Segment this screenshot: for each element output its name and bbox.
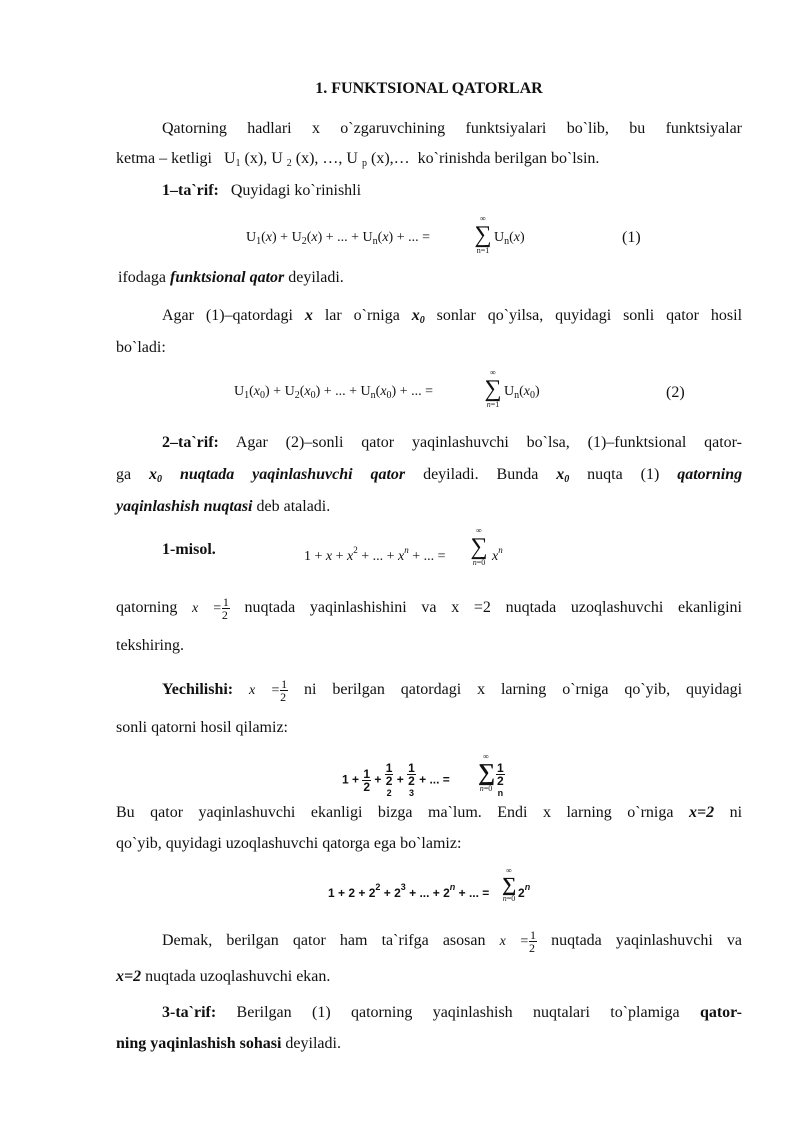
definition-3-line-2	[116, 1034, 341, 1054]
sum-sign: ∞ ∑ n=1	[484, 368, 502, 409]
sum-sign: ∞ ∑ n=0	[470, 526, 488, 567]
text-segment: ketma – ketligi	[116, 150, 212, 167]
solution-line-3: Bu qator yaqinlashuvchi ekanligi bizga ma`lum. Endi x larning o`rniga x=2 ni	[116, 804, 743, 821]
definition-label: 1–ta`rif:	[162, 182, 219, 199]
definition-2-line-3	[116, 497, 330, 517]
definition-1-line	[162, 181, 361, 201]
solution-line-5: Demak, berilgan qator ham ta`rifga asosan x = $\frac{1}{2}$ nuqtada yaqinlashuvchi va	[162, 928, 743, 955]
example-line-1: qatorning x = $\frac{1}{2}$ nuqtada yaqinlashishini va x =2 nuqtada uzoqlashuvchi ekanligini	[116, 595, 743, 622]
solution-line-2: sonli qatorni hosil qilamiz:	[116, 719, 288, 736]
text-segment: ko`rinishda berilgan bo`lsin.	[417, 150, 600, 167]
term-convergence-point: yaqinlashish nuqtasi	[116, 498, 253, 515]
text-segment: x=2	[116, 968, 142, 985]
equation-number-1: (1)	[622, 229, 641, 246]
definition-3-line-1: 3-ta`rif: Berilgan (1) qatorning yaqinlashish nuqtalari to`plamiga qator-	[162, 1004, 742, 1021]
function-sequence: $U_1$ (x), U $_2$ (x), …, U $_p$ (x),…	[223, 150, 410, 169]
text-segment: deyiladi.	[285, 1035, 341, 1052]
example-line-2: tekshiring.	[116, 637, 184, 654]
solution-formula-2: $1 + 2 + 2^2 + 2^3$ + ... + $2^n$ + ... =	[328, 882, 490, 900]
paragraph-2-line-1: Agar (1)–qatordagi x lar o`rniga $x_0$ sonlar qo`yilsa, quyidagi sonli qator hosil	[162, 307, 743, 326]
formula-1: $U_1(x) + U_2(x)$ + ... + $U_n(x)$ + ... =	[246, 230, 430, 247]
example-formula-term: $x^n$	[492, 545, 503, 564]
solution-line-6	[116, 967, 330, 987]
solution-line-4: qo`yib, quyidagi uzoqlashuvchi qatorga ega bo`lamiz:	[116, 835, 462, 852]
solution-formula-1-term: 1 2 n	[497, 761, 504, 798]
term-functional-series: funktsional qator	[169, 269, 285, 286]
paragraph-2-line-2: bo`ladi:	[116, 339, 166, 356]
sum-sign: ∞ ∑ n=1	[474, 214, 492, 255]
sum-sign: ∞ ∑ n=0	[502, 866, 517, 903]
example-label: 1-misol.	[162, 541, 216, 558]
text-segment: Quyidagi ko`rinishli	[230, 182, 362, 199]
formula-1-term: $U_n(x)$	[494, 230, 525, 247]
definition-1-after	[118, 268, 344, 288]
term-convergence-domain: ning yaqinlashish sohasi	[116, 1035, 282, 1052]
solution-formula-2-term: 2$^n$	[518, 882, 531, 900]
text-segment: deyiladi.	[288, 269, 344, 286]
text-segment: nuqtada uzoqlashuvchi ekan.	[145, 968, 331, 985]
sum-sign: ∞ ∑ n=0	[478, 752, 496, 793]
solution-formula-1: 1 + $\frac{1}{2}$ + 1 2 2 + 1 2 3 + ... =	[342, 761, 450, 798]
example-formula: $1 + x + x^2$ + ... + $x^n$ + ... =	[304, 545, 446, 564]
paragraph-1-line-1: Qatorning hadlari x o`zgaruvchining funktsiyalari bo`lib, bu funktsiyalar	[162, 120, 742, 137]
equation-number-2: (2)	[666, 384, 685, 401]
text-segment: deb ataladi.	[256, 498, 331, 515]
definition-2-line-2: ga $x_0$ nuqtada yaqinlashuvchi qator deyiladi. Bunda $x_0$ nuqta (1) qatorning	[116, 466, 743, 485]
formula-2: $U_1(x_0) + U_2(x_0)$ + ... + $U_n(x_0)$ + ... =	[234, 384, 433, 401]
definition-2-line-1: 2–ta`rif: Agar (2)–sonli qator yaqinlashuvchi bo`lsa, (1)–funktsional qator-	[162, 434, 742, 451]
text-segment: ifodaga	[118, 269, 166, 286]
page-title: 1. FUNKTSIONAL QATORLAR	[315, 80, 543, 97]
formula-2-term: $U_n(x_0)$	[504, 384, 540, 401]
paragraph-1-line-2	[116, 149, 599, 174]
solution-line-1: Yechilishi: x = $\frac{1}{2}$ ni berilgan qatordagi x larning o`rniga qo`yib, quyidagi	[162, 677, 743, 704]
